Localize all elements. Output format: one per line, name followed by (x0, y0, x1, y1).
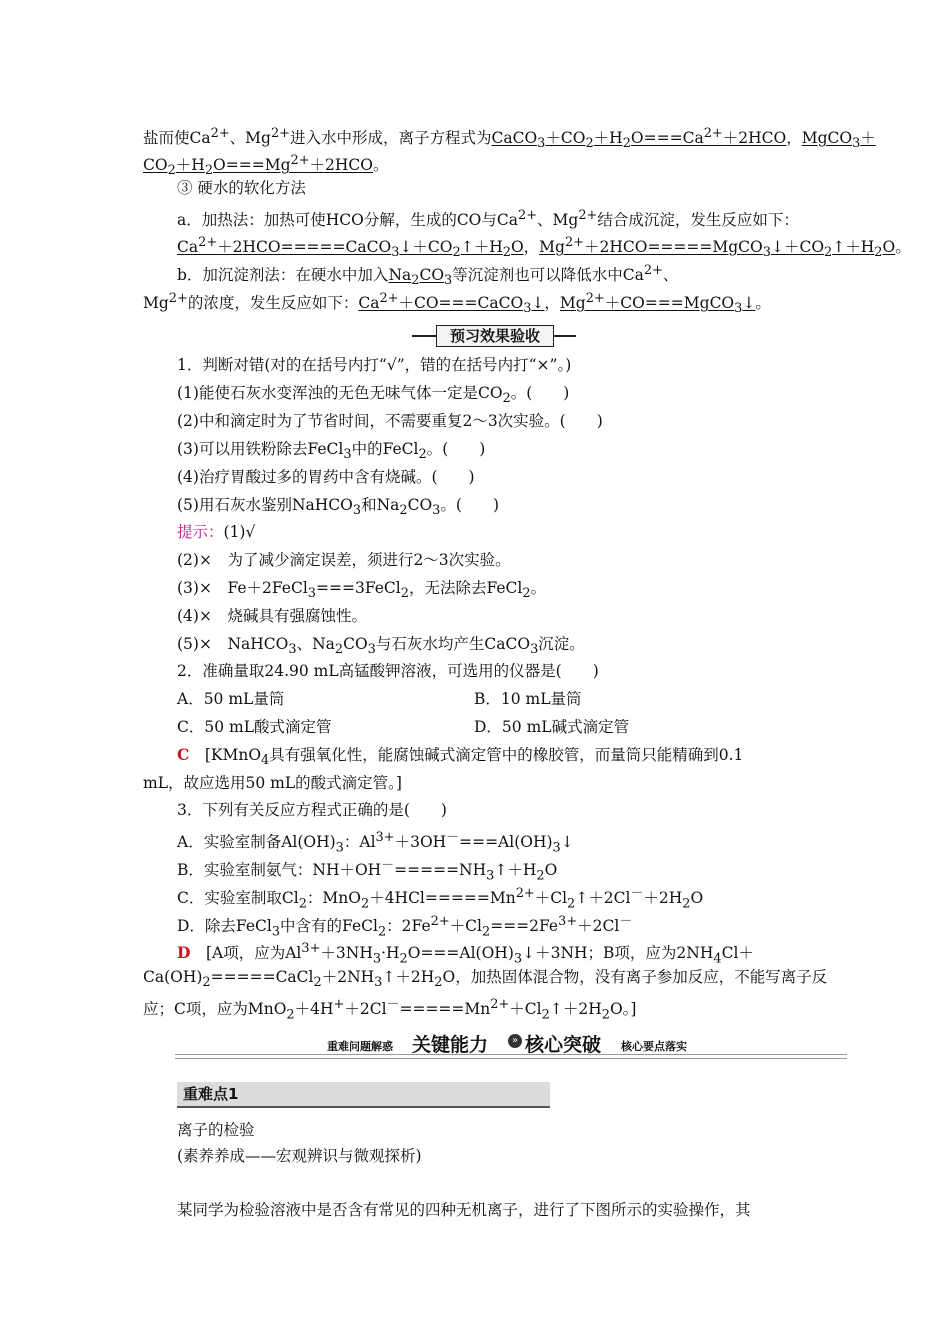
text-line-5: $Ca^{2+}+2HCO=====CaCO_3↓+CO_2↑+H_2O$，$Mg^{2+}+2HCO=====MgCO_3↓+CO_2↑+H_2O$。 (177, 235, 911, 261)
text-line-16: (3)× Fe＋2FeCl$_3$===3FeCl$_2$，无法除去FeCl$_2$。 (177, 579, 547, 602)
text-line-31: D [A项，应为$Al^{3+}+3NH_3\cdot H_2O===Al(OH)_3↓+3NH$；B项，应为$2NH_4Cl+$ (177, 941, 754, 967)
text-line-26: 3．下列有关反应方程式正确的是( ) (177, 801, 447, 819)
text-line-23: D．50 mL碱式滴定管 (474, 718, 630, 736)
text-line-28: B．实验室制氨气：$NH+OH^-=====NH_3↑+H_2O$ (177, 858, 558, 884)
banner-right-bar (554, 335, 576, 337)
text-line-25: mL，故应选用50 mL的酸式滴定管。] (143, 774, 402, 792)
text-line-21: B．10 mL量筒 (474, 690, 582, 708)
header-rule (175, 1054, 847, 1059)
text-line-24: C [KMnO$_4$具有强氧化性，能腐蚀碱式滴定管中的橡胶管，而量筒只能精确到0.1 (177, 745, 744, 769)
chevron-right-icon: » (508, 1034, 522, 1048)
text-line-11: (3)可以用铁粉除去FeCl$_3$中的FeCl$_2$。( ) (177, 440, 486, 463)
header-title-2: 核心突破 (525, 1034, 602, 1056)
text-line-15: (2)× 为了减少滴定误差，须进行2～3次实验。 (177, 551, 511, 569)
text-line-33: 应；C项，应为$MnO_2+4H^++2Cl^-=====Mn^{2+}+Cl_2↑+2H_2O$。] (143, 997, 637, 1023)
text-line-4: a．加热法：加热可使HCO分解，生成的CO与$Ca^{2+}$、$Mg^{2+}$结合成沉淀，发生反应如下： (177, 208, 799, 230)
text-line-20: A．50 mL量筒 (177, 690, 285, 708)
text-line-3: ③ 硬水的软化方法 (177, 179, 306, 197)
text-line-9: (1)能使石灰水变浑浊的无色无味气体一定是$CO_2$。( ) (177, 384, 570, 407)
text-line-12: (4)治疗胃酸过多的胃药中含有烧碱。( ) (177, 468, 475, 486)
text-line-2: $CO_2+H_2O===Mg^{2+}+2HCO$。 (143, 153, 389, 179)
banner-left-bar (412, 335, 436, 337)
header-right-caption: 核心要点落实 (621, 1040, 687, 1053)
key-point-tag (177, 1082, 550, 1108)
text-line-17: (4)× 烧碱具有强腐蚀性。 (177, 607, 367, 625)
banner-title: 预习效果验收 (436, 325, 554, 347)
text-line-13: (5)用石灰水鉴别NaHCO$_3$和$Na_2CO_3$。( ) (177, 496, 499, 519)
section-banner (412, 325, 576, 347)
tag-rule (177, 1106, 550, 1108)
text-line-1: 盐而使$Ca^{2+}$、$Mg^{2+}$进入水中形成，离子方程式为$CaCO_3+CO_2+H_2O===Ca^{2+}+2HCO$，MgCO$_3$＋ (143, 126, 876, 152)
text-line-29: C．实验室制取$Cl_2$：$MnO_2+4HCl=====Mn^{2+}+Cl_2↑+2Cl^-+2H_2O$ (177, 886, 704, 912)
tag-label: 重难点1 (183, 1085, 239, 1103)
text-line-32: $Ca(OH)_2=====CaCl_2+2NH_3↑+2H_2O$，加热固体混合物，没有离子参加反应，不能写离子反 (143, 968, 828, 991)
text-line-34: 离子的检验 (177, 1121, 255, 1139)
text-line-35: (素养养成——宏观辨识与微观探析) (177, 1147, 422, 1165)
text-line-7: $Mg^{2+}$的浓度，发生反应如下：$Ca^{2+}+CO===CaCO_3↓$，$Mg^{2+}+CO===MgCO_3↓$。 (143, 291, 771, 317)
text-line-22: C．50 mL酸式滴定管 (177, 718, 332, 736)
text-line-6: b．加沉淀剂法：在硬水中加入$Na_2CO_3$等沉淀剂也可以降低水中$Ca^{2+}$、 (177, 263, 679, 289)
text-line-18: (5)× NaHCO$_3$、$Na_2CO_3$与石灰水均产生CaCO$_3$沉淀。 (177, 635, 585, 658)
text-line-8: 1．判断对错(对的在括号内打“√”，错的在括号内打“×”。) (177, 356, 572, 374)
text-line-19: 2．准确量取24.90 mL高锰酸钾溶液，可选用的仪器是( ) (177, 662, 599, 680)
text-line-27: A．实验室制备$Al(OH)_3$：$Al^{3+}+3OH^-===Al(OH)_3↓$ (177, 830, 574, 856)
text-line-10: (2)中和滴定时为了节省时间，不需要重复2～3次实验。( ) (177, 412, 603, 430)
text-line-14: 提示：(1)√ (177, 523, 256, 541)
header-title-1: 关键能力 (412, 1034, 489, 1056)
header-left-caption: 重难问题解惑 (327, 1040, 393, 1053)
chapter-header (175, 1030, 847, 1060)
text-line-36: 某同学为检验溶液中是否含有常见的四种无机离子，进行了下图所示的实验操作，其 (177, 1201, 751, 1219)
text-line-30: D．除去FeCl$_3$中含有的FeCl$_2$：$2Fe^{2+}+Cl_2===2Fe^{3+}+2Cl^-$ (177, 914, 633, 940)
